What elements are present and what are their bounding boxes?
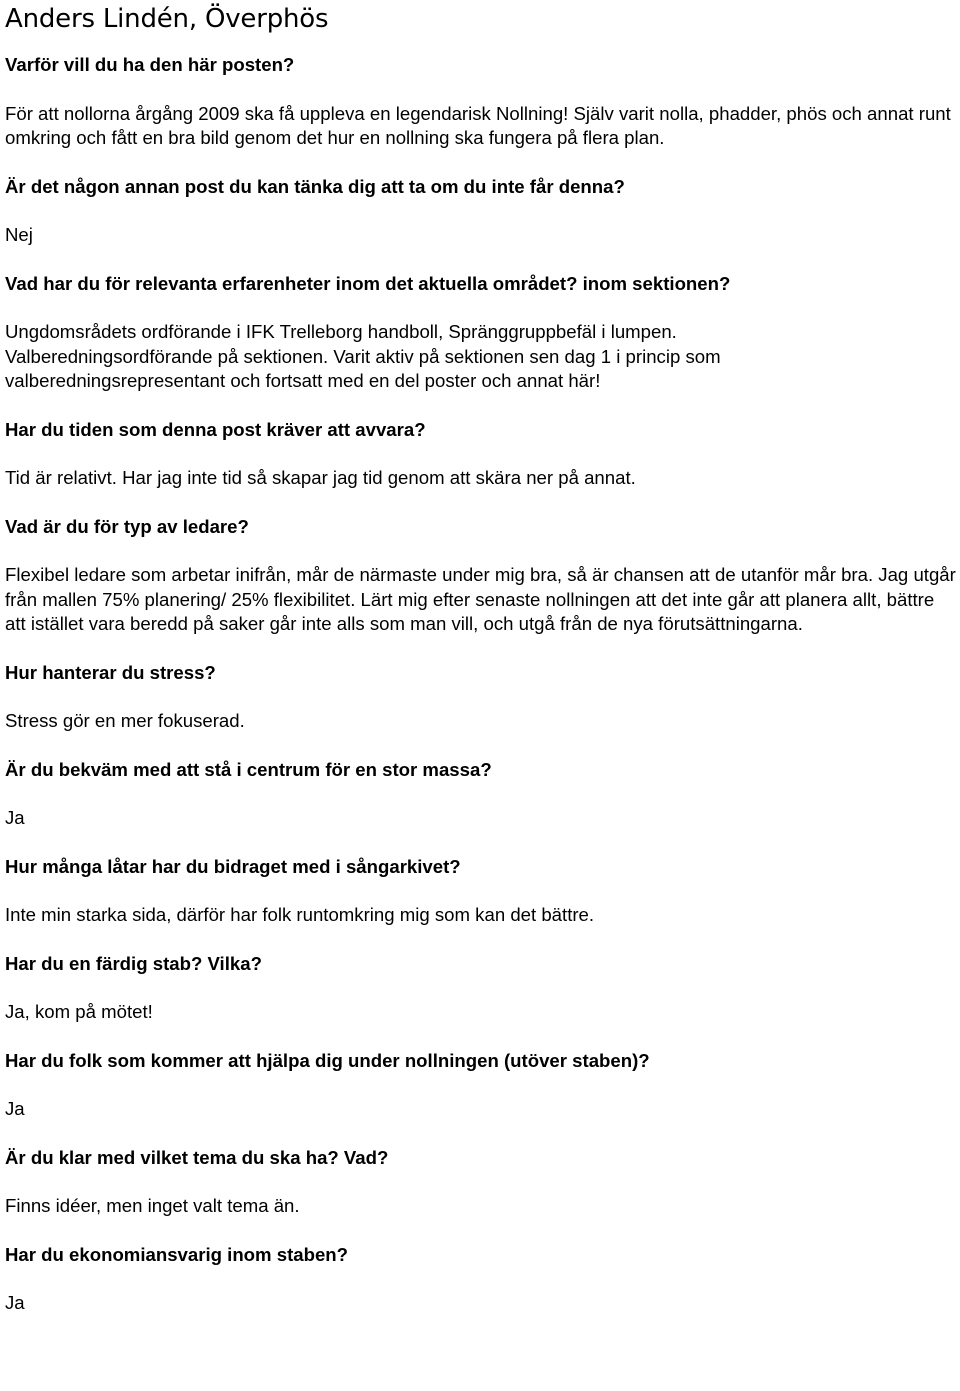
spacer (5, 1267, 957, 1291)
spacer (5, 248, 957, 272)
spacer (5, 879, 957, 903)
spacer (5, 539, 957, 563)
question: Hur många låtar har du bidraget med i sångarkivet? (5, 855, 461, 877)
spacer (5, 734, 957, 758)
question: Är du klar med vilket tema du ska ha? Vad? (5, 1146, 389, 1168)
qa-item (5, 661, 957, 734)
spacer (5, 685, 957, 709)
question: Är det någon annan post du kan tänka dig att ta om du inte får denna? (5, 175, 625, 197)
answer: Tid är relativt. Har jag inte tid så skapar jag tid genom att skära ner på annat. (5, 467, 636, 488)
question: Hur hanterar du stress? (5, 661, 216, 683)
answer: Ja (5, 807, 25, 828)
spacer (5, 491, 957, 515)
answer: Inte min starka sida, därför har folk runtomkring mig som kan det bättre. (5, 904, 595, 925)
answer: Stress gör en mer fokuserad. (5, 710, 245, 731)
spacer (5, 199, 957, 223)
qa-item (5, 418, 957, 491)
spacer (5, 782, 957, 806)
qa-item (5, 855, 957, 928)
answer: Ja, kom på mötet! (5, 1001, 153, 1022)
spacer (5, 1025, 957, 1049)
spacer (5, 442, 957, 466)
answer: Ja (5, 1098, 25, 1119)
question: Har du ekonomiansvarig inom staben? (5, 1243, 349, 1265)
spacer (5, 637, 957, 661)
spacer (5, 831, 957, 855)
document-title: Anders Lindén, Överphös (5, 4, 329, 34)
spacer (5, 1122, 957, 1146)
answer: Flexibel ledare som arbetar inifrån, mår de närmaste under mig bra, så är chansen att de utanför mår bra. Jag utgår från mallen 75% planering/ 25% flexibilitet. Lärt mig efter senaste nollningen att det inte går att planera allt, bättre att istället vara beredd på saker går inte alls som man vill, och utgå från de nya förutsättningarna. (5, 564, 956, 634)
qa-item (5, 272, 957, 394)
spacer (5, 1170, 957, 1194)
spacer (5, 78, 957, 102)
spacer (5, 1073, 957, 1097)
spacer (5, 928, 957, 952)
question: Har du tiden som denna post kräver att avvara? (5, 418, 426, 440)
document-page (5, 0, 957, 1316)
spacer (5, 296, 957, 320)
qa-item (5, 53, 957, 151)
answer: Nej (5, 224, 33, 245)
question: Har du folk som kommer att hjälpa dig under nollningen (utöver staben)? (5, 1049, 650, 1071)
qa-item (5, 515, 957, 637)
spacer (5, 151, 957, 175)
answer: Ja (5, 1292, 25, 1313)
qa-item (5, 758, 957, 831)
spacer (5, 394, 957, 418)
qa-item (5, 1243, 957, 1316)
qa-item (5, 175, 957, 248)
qa-item (5, 952, 957, 1025)
question: Vad är du för typ av ledare? (5, 515, 249, 537)
qa-item (5, 1146, 957, 1219)
answer: Finns idéer, men inget valt tema än. (5, 1195, 300, 1216)
spacer (5, 976, 957, 1000)
question: Är du bekväm med att stå i centrum för en stor massa? (5, 758, 492, 780)
spacer (5, 43, 957, 53)
question: Vad har du för relevanta erfarenheter inom det aktuella området? inom sektionen? (5, 272, 731, 294)
answer: Ungdomsrådets ordförande i IFK Trelleborg handboll, Spränggruppbefäl i lumpen. Valberedningsordförande på sektionen. Varit aktiv på sektionen sen dag 1 i princip som valberedningsrepresentant och fortsatt med en del poster och annat här! (5, 321, 721, 391)
question: Varför vill du ha den här posten? (5, 54, 295, 75)
question: Har du en färdig stab? Vilka? (5, 952, 262, 974)
answer: För att nollorna årgång 2009 ska få uppleva en legendarisk Nollning! Själv varit nolla, phadder, phös och annat runt omkring och fått en bra bild genom det hur en nollning ska fungera på flera plan. (5, 102, 951, 148)
qa-item (5, 1049, 957, 1122)
spacer (5, 1219, 957, 1243)
